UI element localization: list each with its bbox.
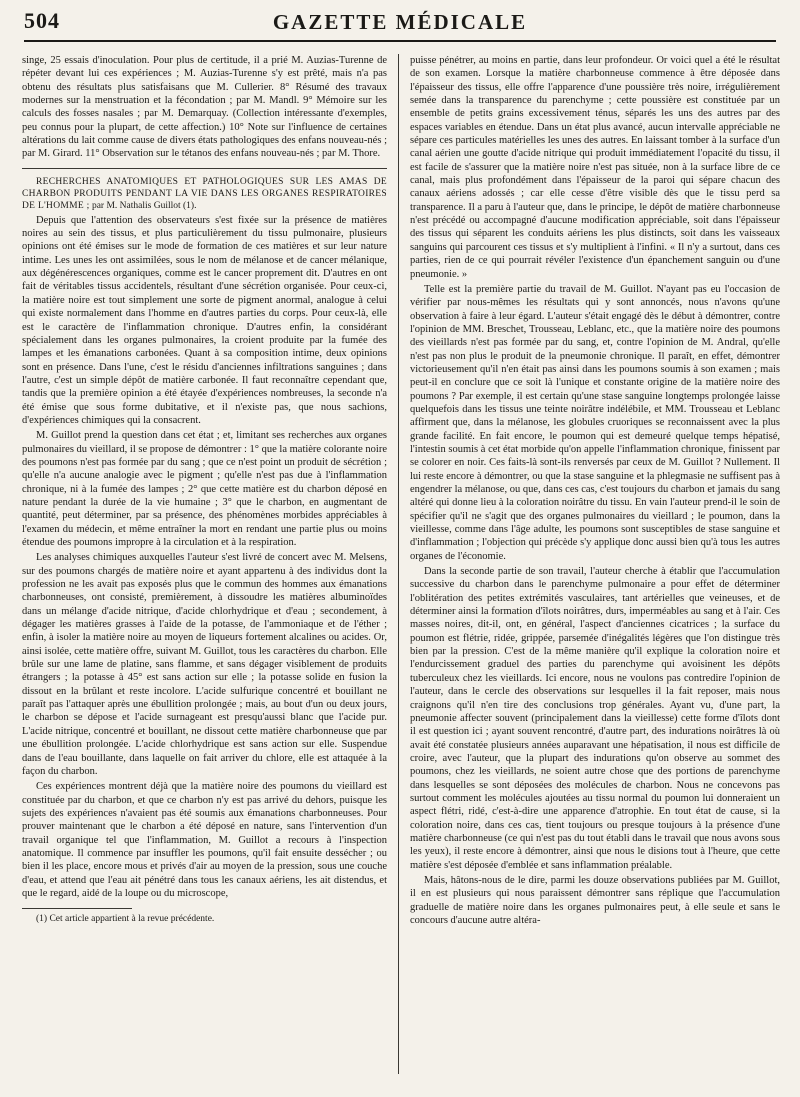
footnote-rule (22, 908, 132, 909)
journal-title: GAZETTE MÉDICALE (272, 10, 528, 34)
paragraph-previous-article-end: singe, 25 essais d'inoculation. Pour plus de certitude, il a prié M. Auzias-Turenne de répéter devant lui ces expériences ; M. Auzias-Turenne s'y est prêté, mais n'a pas obtenu des résultats plus satisfaisans que M. Cullerier. 8° Résumé des travaux modernes sur la menstruation et la fécondation ; par M. Mandl. 9° Mémoire sur les calculs des fosses nasales ; par M. Demarquay. (Collection intéressante d'exemples, peu connus pour la plupart, de cette affection.) 10° Note sur l'influence de certaines altérations du lait comme cause de divers états pathologiques des enfans nouveau-nés ; par M. Girard. 11° Observation sur le tétanos des enfans nouveau-nés ; par M. Thore. (22, 55, 387, 160)
article-title: RECHERCHES ANATOMIQUES ET PATHOLOGIQUES SUR LES AMAS DE CHARBON PRODUITS PENDANT LA VIE DANS LES ORGANES RESPIRATOIRES DE L'HOMME ; (22, 176, 387, 211)
paragraph-critique: Telle est la première partie du travail de M. Guillot. N'ayant pas eu l'occasion de vérifier par nous-mêmes les résultats qui y sont annoncés, nous n'avons qu'une observation à faire à leur égard. L'auteur s'était engagé dès le début à démontrer, contre l'opinion de MM. Breschet, Trousseau, Leblanc, etc., que la matière noire des poumons des vieillards n'est pas formée par du sang, et, contre l'opinion de M. Andral, qu'elle n'est pas non plus le produit de la pneumonie chronique. Il paraît, en effet, démontrer victorieusement qu'il n'en était pas ainsi dans les poumons soumis à son examen ; mais peut-il en conclure que ce soit là l'unique et constante origine de la matière noire des poumons ? Par exemple, il est certain qu'une stase sanguine longtemps prolongée laisse quelquefois dans les tissus une teinte noirâtre indélébile, et MM. Trousseau et Leblanc affirment que, dans la mélanose, les globules cruoriques se reconnaissent avec la plus grande facilité. En fait encore, le poumon qui est demeuré quelque temps hépatisé, l'intestin soumis à cet état morbide qu'on appelle l'inflammation chronique, finissent par se colorer en noir. Ces faits-là sont-ils renversés par ceux de M. Guillot ? Nullement. Il lui reste encore à démontrer, ou que la stase sanguine et la phlegmasie ne suffisent pas à engendrer la mélanose, ou que, dans ces cas, c'est toujours du charbon et jamais du sang altéré qui donne lieu à la coloration noirâtre du tissu. En vain l'auteur prend-il le soin de spécifier qu'il ne s'agit que des organes pulmonaires du vieillard ; le poumon, dans la vieillesse, comme dans l'âge adulte, les poumons sont susceptibles de stase sanguine et d'inflammation ; l'objection qui précède s'y applique donc aussi bien qu'à tous les autres organes de l'économie. (410, 283, 780, 562)
paragraph-chemical-analyses: Les analyses chimiques auxquelles l'auteur s'est livré de concert avec M. Melsens, sur des poumons chargés de matière noire et ayant appartenu à des individus dont la profession ne les avait pas exposés plus que le commun des hommes aux émanations charbonneuses, ont consisté, premièrement, à dissoudre les matières albuminoïdes dans un mélange d'acide nitrique, d'acide chlorhydrique et d'eau ; secondement, à dégager les matières grasses à l'aide de la potasse, de l'ammoniaque et de l'éther ; enfin, à isoler la matière noire au moyen de liqueurs fortement alcalines ou acides. Or, ainsi isolée, cette matière offre, suivant M. Guillot, tous les caractères du charbon. Elle brûle sur une lame de platine, sans flamme, et sans dégager visiblement de produits étrangers ; la potasse à 45° est sans action sur elle ; la potasse solide en fusion la dissout en la brûlant et reste incolore. L'acide sulfurique concentré et bouillant ne paraît pas l'attaquer après une ébullition prolongée ; mais, au bout d'un ou deux jours, le charbon se dépose et l'acide surnageant est presqu'aussi blanc que l'acide pur. L'acide nitrique, concentré et bouillant, ne dissout cette matière charbonneuse que par une ébullition prolongée. L'acide chlorhydrique est sans action sur elle. Suspendue dans de l'eau bouillante, dans laquelle on fait arriver du chlore, elle est attaquée à la façon du charbon. (22, 552, 387, 777)
footnote: (1) Cet article appartient à la revue précédente. (36, 914, 215, 925)
page-header (24, 6, 776, 42)
paragraph-examination-results: puisse pénétrer, au moins en partie, dans leur profondeur. Or voici quel a été le résultat de son examen. Lorsque la matière charbonneuse commence à être déposée dans l'épaisseur des tissus, elle offre l'apparence d'une poussière très noire, irrégulièrement semée dans la transparence du parenchyme ; cette poussière est constituée par un ensemble de petits grains excessivement ténus, séparés les uns des autres par des espaces variables en étendue. Dans un état plus avancé, aucun intervalle appréciable ne sépare ces particules matérielles les unes des autres. En laissant tomber à la surface d'un canal aérien une goutte d'acide nitrique qui produit immédiatement l'opacité du tissu, il est facile de s'assurer que la matière noire n'est pas située, non à la surface libre de ce canal, mais plus profondément dans l'épaisseur de la paroi qui sépare chacun des canaux aériens adossés ; car elle cesse d'être visible dès que le tissu perd sa transparence. Il a paru à l'auteur que, dans le principe, le dépôt de matière charbonneuse n'est précédé ou accompagné d'aucune modification appréciable, soit dans l'épaisseur des tissus qui séparent les conduits aériens les plus distincts, soit dans les vaisseaux sanguins qui parcourent ces tissus et s'y multiplient à l'infini. « Il n'y a surtout, dans ces parties, rien de ce qui pourrait révéler l'existence d'un épanchement sanguin ou d'une pneumonie. » (410, 55, 780, 280)
column-divider (398, 54, 399, 1074)
paragraph-second-part: Dans la seconde partie de son travail, l'auteur cherche à établir que l'accumulation successive du charbon dans le parenchyme pulmonaire a pour effet de déterminer l'oblitération des petites extrémités vasculaires, tant artérielles que veineuses, et de déterminer ainsi la formation d'îlots noirâtres, durs, imperméables au sang et à l'air. Ces masses noires, dit-il, ont, en général, l'aspect d'anciennes cicatrices ; la surface du poumon est flétrie, ridée, grippée, parsemée d'inégalités légères que l'on distingue très bien par la pression. C'est de la même manière qu'il explique la coloration noire et l'endurcissement graduel des parties du parenchyme qui avoisinent les dépôts tuberculeux chez les vieillards. Ici encore, nous ne voulons pas contredire l'opinion de l'auteur, dans le cercle des observations sur lesquelles il la fait reposer, mais nous craignons qu'il n'en tire des conclusions trop générales. Ayant vu, d'une part, la pneumonie affecter souvent (principalement dans la vieillesse) cette forme d'îlots dont il est question ici ; ayant souvent rencontré, d'autre part, des indurations noirâtres là où avait été constatée plusieurs années auparavant une hépatisation, il nous est difficile de croire, avec l'auteur, que la plupart des indurations qu'on observe au sommet des poumons, chez les vieillards, ne soient autre chose que des portions de parenchyme dans lesquelles se sont déposées des molécules de charbon. Nous ne concevons pas surtout comment les molécules ajoutées au tissu normal du poumon lui donneraient un aspect flétri, ridé, c'est-à-dire une apparence d'atrophie. En tout état de cause, si la coloration noire, dans ces cas, tient toujours ou presque toujours à la présence d'une matière charbonneuse (ce qui n'est pas du tout établi dans le travail que nous avons sous les yeux), il reste encore à démontrer, ainsi que nous le disions tout à l'heure, que cette matière s'est déposée d'emblée et sans inflammation préalable. (410, 566, 780, 871)
paragraph-anatomical-inspection: Ces expériences montrent déjà que la matière noire des poumons du vieillard est constituée par du charbon, et que ce charbon n'y est pas arrivé du dehors, puisque les sujets des expériences n'avaient pas été soumis aux émanations charbonneuses. Pour prouver maintenant que le charbon a été déposé en nature, sans l'intervention d'un travail organique tel que l'inflammation, M. Guillot a recours à l'inspection anatomique. Il commence par insuffler les poumons, qu'il fait ensuite dessécher ; ou bien il les place, encore mous et privés d'air au moyen de la pression, sous une couche d'eau, et attend que l'eau ait pénétré dans tous les canaux aériens, les ait distendus, et que le regard, aidé de la loupe ou du microscope, (22, 781, 387, 899)
page-number: 504 (24, 8, 60, 33)
article-heading (22, 176, 387, 212)
left-column (22, 54, 387, 1079)
article-author: par M. Nathalis Guillot (1). (91, 200, 197, 211)
right-column (410, 54, 780, 1079)
article-separator (22, 168, 387, 169)
paragraph-introduction: Depuis que l'attention des observateurs s'est fixée sur la présence de matières noires au sein des tissus, et plus particulièrement du tissu pulmonaire, plusieurs opinions ont été émises sur le mode de formation de ces matières et sur leur nature intime. Les unes les ont assimilées, sous le nom de mélanose et de cancer mélanique, aux dégénérescences organiques, comme est le cancer proprement dit. D'autres en ont fait de véritables tissus accidentels, résultant d'une sécrétion organisée. Pour ceux-ci, la matière noire est tout simplement une sorte de pigment anormal, analogue à celui qui existe normalement dans l'homme en d'autres parties du corps. Pour ceux-là, elle est le caractère de l'inflammation chronique. D'autres enfin, la considérant spécialement dans les organes pulmonaires, la croient produite par la fumée des lampes et les émanations carbonées. Quant à sa composition intime, deux opinions sont en présence. Dans l'une, c'est le résidu d'anciennes infiltrations sanguines ; dans l'autre, c'est un simple dépôt de matière carbonée. Il faut reconnaître cependant que, tandis que la première opinion a été étayée d'expériences nombreuses, la seconde n'a été émise que sous forme dubitative, et il n'existe pas, que nous sachions, d'expériences chimiques qui la consacrent. (22, 214, 387, 426)
paragraph-observations: Mais, hâtons-nous de le dire, parmi les douze observations publiées par M. Guillot, il en est plusieurs qui nous paraissent démontrer sans réplique que l'accumulation graduelle de matière noire dans les organes pulmonaires peut, à elle seule et sans le concours d'aucune autre altéra- (410, 874, 780, 926)
paragraph-objectives: M. Guillot prend la question dans cet état ; et, limitant ses recherches aux organes pulmonaires du vieillard, il se propose de démontrer : 1° que la matière colorante noire des poumons n'est pas formée par du sang ; que ce n'est point un produit de sécrétion ; qu'elle n'a aucune analogie avec le pigment ; qu'elle n'est pas due à l'inflammation chronique, ni à la fumée des lampes ; 2° que cette matière est du charbon déposé en nature pendant la durée de la vie humaine ; 3° que le charbon, en augmentant de quantité, peut déterminer, par sa présence, des phénomènes morbides appréciables à l'examen du médecin, et même entraîner la mort en rendant une partie plus ou moins étendue des poumons impropre à la circulation et à la respiration. (22, 430, 387, 548)
